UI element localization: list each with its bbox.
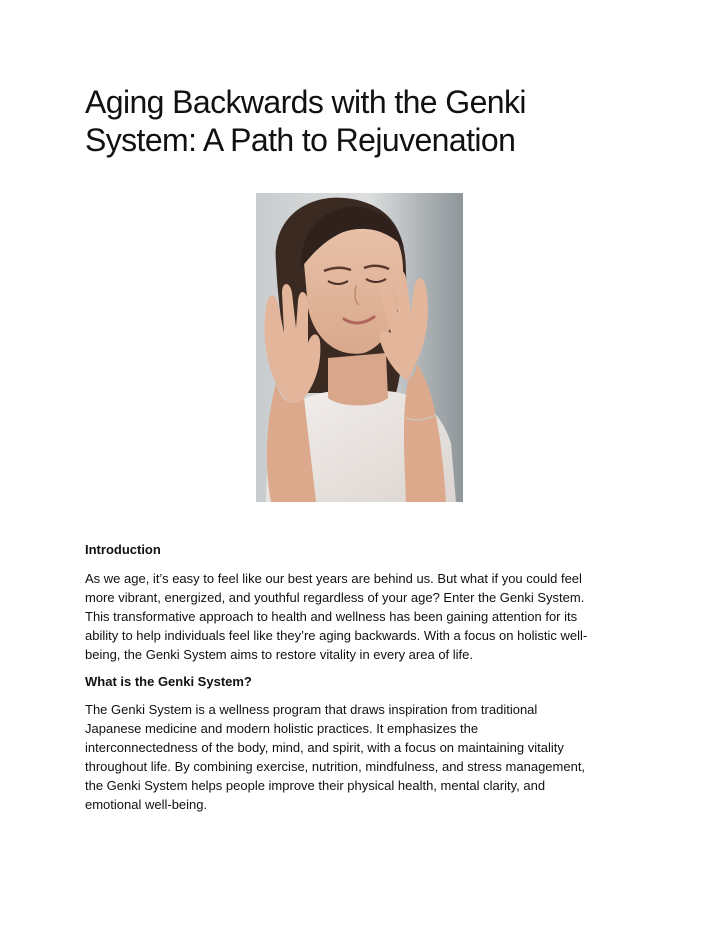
paragraph-line: interconnectedness of the body, mind, and spirit, with a focus on maintaining vitality: [85, 740, 564, 755]
paragraph-line: ability to help individuals feel like they’re aging backwards. With a focus on holistic well-: [85, 628, 588, 643]
section-heading-what-is-genki: What is the Genki System?: [85, 674, 252, 689]
paragraph-line: throughout life. By combining exercise, nutrition, mindfulness, and stress management,: [85, 759, 586, 774]
paragraph-line: As we age, it’s easy to feel like our best years are behind us. But what if you could feel: [85, 571, 582, 586]
paragraph-line: the Genki System helps people improve their physical health, mental clarity, and: [85, 778, 546, 793]
page-title: [85, 83, 645, 159]
paragraph-line: The Genki System is a wellness program that draws inspiration from traditional: [85, 702, 538, 717]
paragraph-line: more vibrant, energized, and youthful regardless of your age? Enter the Genki System.: [85, 590, 585, 605]
title-line: Aging Backwards with the Genki: [85, 84, 526, 120]
paragraph-line: being, the Genki System aims to restore vitality in every area of life.: [85, 647, 474, 662]
paragraph-line: Japanese medicine and modern holistic practices. It emphasizes the: [85, 721, 479, 736]
paragraph-line: emotional well-being.: [85, 797, 208, 812]
what-is-genki-paragraph: [85, 700, 645, 814]
section-heading-introduction: Introduction: [85, 542, 161, 557]
title-line: System: A Path to Rejuvenation: [85, 122, 516, 158]
introduction-paragraph: [85, 569, 645, 664]
paragraph-line: This transformative approach to health and wellness has been gaining attention for its: [85, 609, 578, 624]
hero-image: [256, 193, 463, 502]
